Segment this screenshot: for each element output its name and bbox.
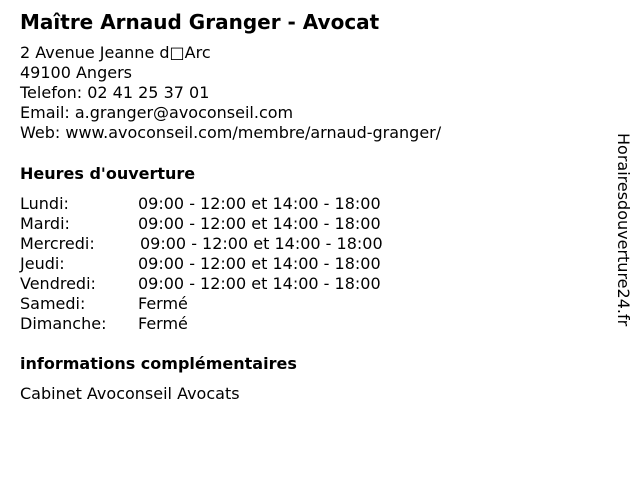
hours-heading: Heures d'ouverture — [20, 164, 196, 183]
extra-text: Cabinet Avoconseil Avocats — [20, 384, 240, 403]
extra-heading: informations complémentaires — [20, 354, 297, 373]
hours-time: 09:00 - 12:00 et 14:00 - 18:00 — [138, 194, 381, 213]
watermark-text: Horairesdouverture24.fr — [614, 133, 633, 327]
address-web: Web: www.avoconseil.com/membre/arnaud-granger/ — [20, 123, 442, 142]
hours-time: Fermé — [138, 314, 188, 333]
address-block — [20, 43, 441, 143]
hours-time: 09:00 - 12:00 et 14:00 - 18:00 — [138, 254, 381, 273]
address-email: Email: a.granger@avoconseil.com — [20, 103, 294, 122]
hours-time: 09:00 - 12:00 et 14:00 - 18:00 — [140, 234, 383, 253]
page-title: Maître Arnaud Granger - Avocat — [20, 10, 380, 34]
hours-day: Samedi: — [20, 294, 86, 313]
hours-day: Dimanche: — [20, 314, 107, 333]
hours-day: Jeudi: — [20, 254, 65, 273]
hours-day: Mercredi: — [20, 234, 95, 253]
hours-time: Fermé — [138, 294, 188, 313]
address-city: 49100 Angers — [20, 63, 132, 82]
address-phone: Telefon: 02 41 25 37 01 — [20, 83, 210, 102]
hours-day: Lundi: — [20, 194, 69, 213]
hours-day: Mardi: — [20, 214, 70, 233]
hours-time: 09:00 - 12:00 et 14:00 - 18:00 — [138, 274, 381, 293]
address-street: 2 Avenue Jeanne d□Arc — [20, 43, 211, 62]
hours-time: 09:00 - 12:00 et 14:00 - 18:00 — [138, 214, 381, 233]
hours-day: Vendredi: — [20, 274, 96, 293]
